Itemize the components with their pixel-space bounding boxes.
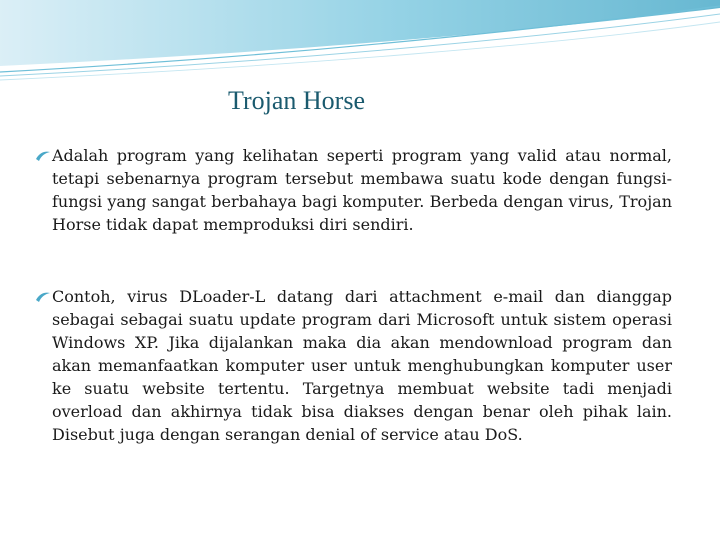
bullet-item [52, 285, 672, 446]
bullet-text: Adalah program yang kelihatan seperti program yang valid atau normal, tetapi sebenarnya program tersebut membawa suatu kode dengan fungsi-fungsi yang sangat berbahaya bagi komputer. Berbeda dengan virus, Trojan Horse tidak dapat memproduksi diri sendiri. [52, 146, 672, 234]
slide-title: Trojan Horse [228, 86, 365, 115]
swoosh-bullet-icon [35, 291, 51, 303]
swoosh-bullet-icon [35, 150, 51, 162]
header-wave-decoration [0, 0, 720, 90]
bullet-text: Contoh, virus DLoader-L datang dari attachment e-mail dan dianggap sebagai sebagai suatu update program dari Microsoft untuk sistem operasi Windows XP. Jika dijalankan maka dia akan mendownload program dan akan memanfaatkan komputer user untuk menghubungkan komputer user ke suatu website tertentu. Targetnya membuat website tadi menjadi overload dan akhirnya tidak bisa diakses dengan benar oleh pihak lain. Disebut juga dengan serangan denial of service atau DoS. [52, 287, 672, 444]
bullet-item [52, 144, 672, 236]
